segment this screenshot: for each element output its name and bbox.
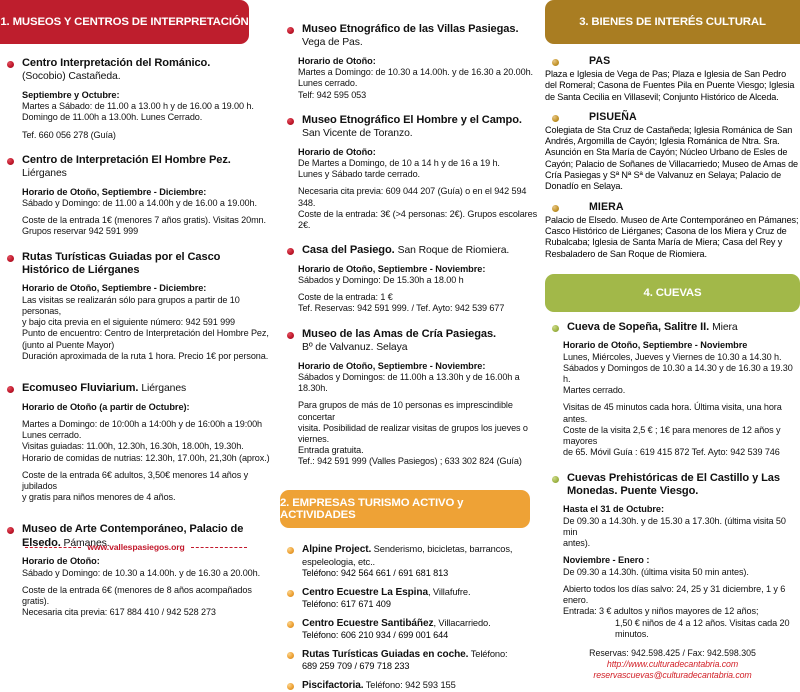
entry-casa-pasiego	[280, 244, 538, 257]
website-link[interactable]: www.vallespasiegos.org	[87, 542, 185, 552]
schedule-line: Lunes y Sábado tarde cerrado.	[298, 169, 420, 180]
entry-ecomuseo-fluviarium	[0, 382, 272, 395]
entry-title	[22, 382, 272, 395]
company-desc: , Villacarriedo.	[433, 617, 491, 628]
company-phone: 689 259 709 / 679 718 233	[302, 660, 410, 671]
entry-body	[0, 90, 272, 141]
schedule-heading: Horario de Otoño:	[298, 146, 376, 157]
schedule-line: Martes a Domingo: de 10:00h a 14:00h y de 16:00h a 19:00h	[22, 418, 263, 429]
schedule-line: Sábados y Domingos: de 11.00h a 13.30h y de 16.00h a 18.30h.	[298, 371, 520, 394]
entry-location: Liérganes	[22, 168, 67, 180]
email-link[interactable]: reservascuevas@culturadecantabria.com	[593, 669, 752, 680]
entry-body	[0, 187, 272, 238]
company-desc: Teléfono:	[468, 648, 508, 659]
visit-info-line: Visitas de 45 minutos cada hora. Última visita, una hora antes.	[563, 402, 782, 424]
entry-title	[567, 472, 800, 499]
company-desc: Senderismo, bicicletas, barrancos,	[371, 543, 513, 554]
schedule-line: De 09.30 a 14.30h. (última visita 50 min antes).	[563, 566, 749, 577]
schedule-line: De Martes a Domingo, de 10 a 14 h y de 16 a 19 h.	[298, 158, 500, 169]
price-line: Coste de la entrada: 1 €	[298, 292, 393, 303]
schedule-line: (junto al Puente Mayor)	[22, 339, 115, 350]
entry-body	[0, 556, 272, 618]
price-line: Entrada gratuita.	[298, 445, 364, 456]
schedule-line: Sábado y Domingo: de 10.30 a 14.00h. y de 16.30 a 20.00h.	[22, 567, 260, 578]
website-link[interactable]: http://www.culturadecantabria.com	[606, 658, 739, 669]
company-phone: Teléfono: 606 210 934 / 699 001 644	[302, 629, 449, 640]
schedule-line: Domingo de 11.00h a 13.00h. Lunes Cerrado.	[22, 112, 203, 123]
entry-body	[545, 340, 800, 458]
reservations-line: Reservas: 942.598.425 / Fax: 942.598.305	[589, 647, 756, 658]
company-name: Rutas Turísticas Guiadas en coche.	[302, 648, 469, 660]
entry-location: Pámanes.	[60, 537, 110, 549]
bullet-icon	[287, 118, 294, 125]
company-name: Alpine Project.	[302, 543, 372, 555]
bullet-icon	[552, 205, 559, 212]
divider-right	[191, 547, 247, 548]
column-bic-cuevas	[545, 0, 800, 680]
company-ecuestre-espina	[280, 586, 538, 610]
schedule-line: Lunes, Miércoles, Jueves y Viernes de 10.30 a 14.30 h.	[563, 351, 782, 362]
entry-title	[22, 251, 272, 278]
entry-title-text: Museo Etnográfico El Hombre y el Campo.	[302, 113, 522, 126]
entry-title	[302, 114, 538, 141]
entry-body	[280, 147, 538, 232]
schedule-heading: Horario de Otoño, Septiembre - Diciembre:	[22, 283, 207, 294]
company-name-line	[302, 617, 538, 630]
entry-title	[302, 328, 538, 355]
entry-location: Monedas. Puente Viesgo.	[567, 484, 699, 497]
entry-body	[0, 402, 272, 504]
bic-body: Plaza e Iglesia de Vega de Pas; Plaza e Iglesia de San Pedro del Romeral; Casona de Fuentes Pila en Puente Viesgo; Iglesia de Santa Cecilia en Villasevil; Conjunto Histórico de Alceda.	[545, 69, 795, 102]
company-phone: Teléfono: 617 671 409	[302, 598, 391, 609]
schedule-line: Martes cerrado.	[563, 385, 626, 396]
entry-title	[302, 23, 538, 50]
company-desc-2: espeleologia, etc..	[302, 556, 376, 567]
price-line: Coste de la entrada 6€ adultos, 3,50€ menores 14 años y jubilados	[22, 469, 249, 491]
bullet-icon	[7, 61, 14, 68]
column-museums	[0, 0, 272, 618]
section-header-empresas: 2. EMPRESAS TURISMO ACTIVO y ACTIVIDADES	[280, 490, 530, 528]
booking-line: Necesaria cita previa: 609 044 207 (Guía) o en el 942 594 348.	[298, 186, 527, 208]
company-name: Piscifactoria.	[302, 679, 364, 691]
entry-hombre-pez	[0, 154, 272, 181]
entry-title-text: Ecomuseo Fluviarium.	[22, 382, 139, 395]
company-phone: Teléfono: 942 564 661 / 691 681 813	[302, 567, 449, 578]
schedule-heading: Horario de Otoño:	[298, 55, 376, 66]
column-museums-2	[280, 0, 538, 691]
schedule-heading: Horario de Otoño:	[22, 556, 100, 567]
bic-name: MIERA	[589, 200, 624, 213]
company-alpine-project	[280, 543, 538, 579]
entry-location: Vega de Pas.	[302, 37, 363, 49]
entry-centro-romanico	[0, 57, 272, 84]
bullet-icon	[287, 27, 294, 34]
schedule-heading: Horario de Otoño, Septiembre - Noviembre:	[298, 360, 486, 371]
company-name-line	[302, 586, 538, 599]
entry-title-text: Cueva de Sopeña, Salitre II.	[567, 320, 710, 333]
bic-miera	[545, 201, 800, 260]
schedule-line: Martes a Domingo: de 10.30 a 14.00h. y de 16.30 a 20.00h.	[298, 67, 533, 78]
entry-cuevas-castillo-monedas	[545, 472, 800, 499]
bullet-icon	[287, 547, 294, 554]
company-name-line	[302, 543, 538, 556]
company-rutas-coche	[280, 648, 538, 672]
bullet-icon	[552, 115, 559, 122]
entry-body	[0, 283, 272, 362]
bullet-icon	[287, 683, 294, 690]
bullet-icon	[552, 59, 559, 66]
entry-location: San Vicente de Toranzo.	[302, 128, 413, 140]
bic-body: Colegiata de Sta Cruz de Castañeda; Iglesia Románica de San Andrés, Argomilla de Cayón; Iglesia Románica de Ntra. Sra. Asunción en Sta María de Cayón; Núcleo Urbano de Esles de Cayón; Palacio de Soñanes de Villacarriedo; Museo de Amas de Cría Pasiegas y Sª Nª Sª de Valvanuz en Selaya; Palacio de Donadío en Selaya.	[545, 124, 798, 192]
entry-title-text: Cuevas Prehistóricas de El Castillo y Las	[567, 471, 780, 484]
company-name-line	[302, 648, 538, 661]
schedule-line: Martes a Sábado: de 11.00 a 13.00 h y de 16.00 a 19.00 h.	[22, 101, 254, 112]
schedule-heading: Hasta el 31 de Octubre:	[563, 504, 664, 515]
entry-location: San Roque de Riomiera.	[397, 245, 510, 257]
entry-title-line2	[567, 485, 800, 498]
price-line: Coste de la entrada: 3€ (>4 personas: 2€). Grupos escolares 2€.	[298, 208, 538, 231]
price-line: 1,50 € niños de 4 a 12 años. Visitas cada 20 minutos.	[615, 617, 790, 639]
phone-line: Grupos reservar 942 591 999	[22, 226, 139, 237]
bullet-icon	[7, 386, 14, 393]
entry-cueva-sopena	[545, 321, 800, 334]
entry-body	[280, 361, 538, 468]
schedule-line: Duración aproximada de la ruta 1 hora. Precio 1€ por persona.	[22, 350, 269, 361]
price-line: Coste de la visita 2,5 € ; 1€ para menores de 12 años y mayores	[563, 424, 781, 447]
entry-title-text-2: Elsedo.	[22, 536, 61, 549]
schedule-heading: Horario de Otoño, Septiembre - Noviembre:	[298, 263, 486, 274]
bic-name: PISUEÑA	[589, 110, 637, 123]
schedule-line: y bajo cita previa en el siguiente número: 942 591 999	[22, 317, 235, 328]
company-ecuestre-santibanez	[280, 617, 538, 641]
schedule-line: Sábado y Domingo: de 11.00 a 14.00h y de 16.00 a 19.00h.	[22, 198, 257, 209]
entry-body	[280, 56, 538, 101]
section-header-museos: 1. MUSEOS Y CENTROS DE INTERPRETACIÓN	[0, 0, 249, 44]
bullet-icon	[7, 255, 14, 262]
schedule-heading: Horario de Otoño, Septiembre - Noviembre	[563, 340, 748, 351]
company-piscifactoria	[280, 679, 538, 692]
entry-title	[22, 57, 272, 84]
phone-line: Tef.: 942 591 999 (Valles Pasiegos) ; 633 302 824 (Guía)	[298, 456, 522, 467]
entry-title-text: Rutas Turísticas Guiadas por el Casco	[22, 250, 221, 263]
phone-line: Tef. Reservas: 942 591 999. / Tef. Ayto: 942 539 677	[298, 303, 505, 314]
bic-pisuena	[545, 111, 800, 193]
entry-location: Bº de Valvanuz. Selaya	[302, 342, 408, 354]
phone-line: Necesaria cita previa: 617 884 410 / 942 528 273	[22, 607, 216, 618]
schedule-heading: Horario de Otoño (a partir de Octubre):	[22, 401, 190, 412]
bullet-icon	[287, 590, 294, 597]
entry-body	[280, 264, 538, 315]
section-header-bienes: 3. BIENES DE INTERÉS CULTURAL	[545, 0, 800, 44]
entry-rutas-lierganes	[0, 251, 272, 278]
entry-title	[302, 244, 538, 257]
entry-title	[567, 321, 800, 334]
price-line: Coste de la entrada 6€ (menores de 8 años acompañados gratis).	[22, 584, 252, 606]
bullet-icon	[287, 621, 294, 628]
section-header-cuevas: 4. CUEVAS	[545, 274, 800, 312]
company-desc: Teléfono: 942 593 155	[363, 679, 456, 690]
company-desc: , Villafufre.	[427, 586, 471, 597]
schedule-line: Las visitas se realizarán sólo para grupos a partir de 10 personas,	[22, 294, 240, 317]
entry-location: (Socobio) Castañeda.	[22, 71, 121, 83]
schedule-line: Lunes cerrado.	[22, 430, 82, 441]
phone-line: Tef. 660 056 278 (Guía)	[22, 129, 116, 140]
open-days-line: Abierto todos los días salvo: 24, 25 y 31 diciembre, 1 y 6 enero.	[563, 583, 786, 606]
schedule-heading: Noviembre - Enero :	[563, 555, 650, 566]
bic-body: Palacio de Elsedo. Museo de Arte Contemporáneo en Pámanes; Casco Histórico de Liérganes; Casona de los Miera y Cruz de Rubalcaba; Iglesia de Santa María de Miera; Casa del Rey y Resbaladero de San Roque de Riomiera.	[545, 214, 799, 259]
footer-vallespasiegos	[0, 542, 272, 552]
schedule-line: De 09.30 a 14.30h. y de 15.30 a 17.30h. (última visita 50 min	[563, 515, 786, 537]
schedule-line: Horario de comidas de nutrias: 12.30h, 17.00h, 21,30h (aprox.)	[22, 452, 270, 463]
schedule-heading: Horario de Otoño, Septiembre - Diciembre:	[22, 186, 207, 197]
divider-left	[25, 547, 81, 548]
groups-line: visita. Posibilidad de realizar visitas de grupos los jueves o viernes.	[298, 422, 528, 444]
schedule-line: Sábados y Domingos de 10.30 a 14.30 y de 16.30 a 19.30 h.	[563, 362, 793, 385]
bullet-icon	[287, 248, 294, 255]
schedule-line: Sábados y Domingo: De 15.30h a 18.00 h	[298, 275, 464, 286]
schedule-line: Visitas guiadas: 11.00h, 12.30h, 16.30h, 18.00h, 19.30h.	[22, 441, 244, 452]
entry-title-text-2: Histórico de Liérganes	[22, 264, 140, 277]
entry-museo-villas-pasiegas	[280, 23, 538, 50]
company-name: Centro Ecuestre Santibáñez	[302, 617, 434, 629]
phone-line: de 65. Móvil Guía : 619 415 872 Tef. Ayto: 942 539 746	[563, 447, 780, 458]
bullet-icon	[552, 476, 559, 483]
schedule-line: Punto de encuentro: Centro de Interpretación del Hombre Pez,	[22, 328, 269, 339]
entry-title-text: Casa del Pasiego.	[302, 244, 395, 257]
bic-pas	[545, 55, 800, 103]
bullet-icon	[287, 332, 294, 339]
bullet-icon	[552, 325, 559, 332]
entry-location: Liérganes	[141, 383, 187, 395]
entry-location: Miera	[712, 321, 738, 333]
entry-title-text: Centro de Interpretación El Hombre Pez.	[22, 153, 231, 166]
entry-title	[22, 154, 272, 181]
bullet-icon	[7, 527, 14, 534]
phone-line: Telf: 942 595 053	[298, 89, 367, 100]
schedule-heading: Septiembre y Octubre:	[22, 89, 120, 100]
company-name: Centro Ecuestre La Espina	[302, 586, 428, 598]
bullet-icon	[7, 158, 14, 165]
entry-title-text: Museo de Arte Contemporáneo, Palacio de	[22, 523, 244, 536]
bic-name: PAS	[589, 55, 611, 67]
price-line: Coste de la entrada 1€ (menores 7 años gratis). Visitas 20mn.	[22, 215, 266, 226]
schedule-line: Lunes cerrado.	[298, 78, 358, 89]
groups-line: Para grupos de más de 10 personas es imprescindible concertar	[298, 400, 513, 422]
entry-body	[545, 504, 800, 640]
bullet-icon	[287, 652, 294, 659]
entry-title-text: Museo Etnográfico de las Villas Pasiegas.	[302, 23, 519, 35]
price-line: Entrada: 3 € adultos y niños mayores de 12 años;	[563, 606, 759, 617]
entry-amas-cria	[280, 328, 538, 355]
entry-title-text: Museo de las Amas de Cría Pasiegas.	[302, 327, 497, 340]
entry-title-text: Centro Interpretación del Románico.	[22, 57, 211, 69]
entry-hombre-campo	[280, 114, 538, 141]
footer-reservas	[545, 648, 800, 681]
company-name-line	[302, 679, 538, 692]
schedule-line: antes).	[563, 538, 591, 549]
price-line: y gratis para niños menores de 4 años.	[22, 492, 176, 503]
